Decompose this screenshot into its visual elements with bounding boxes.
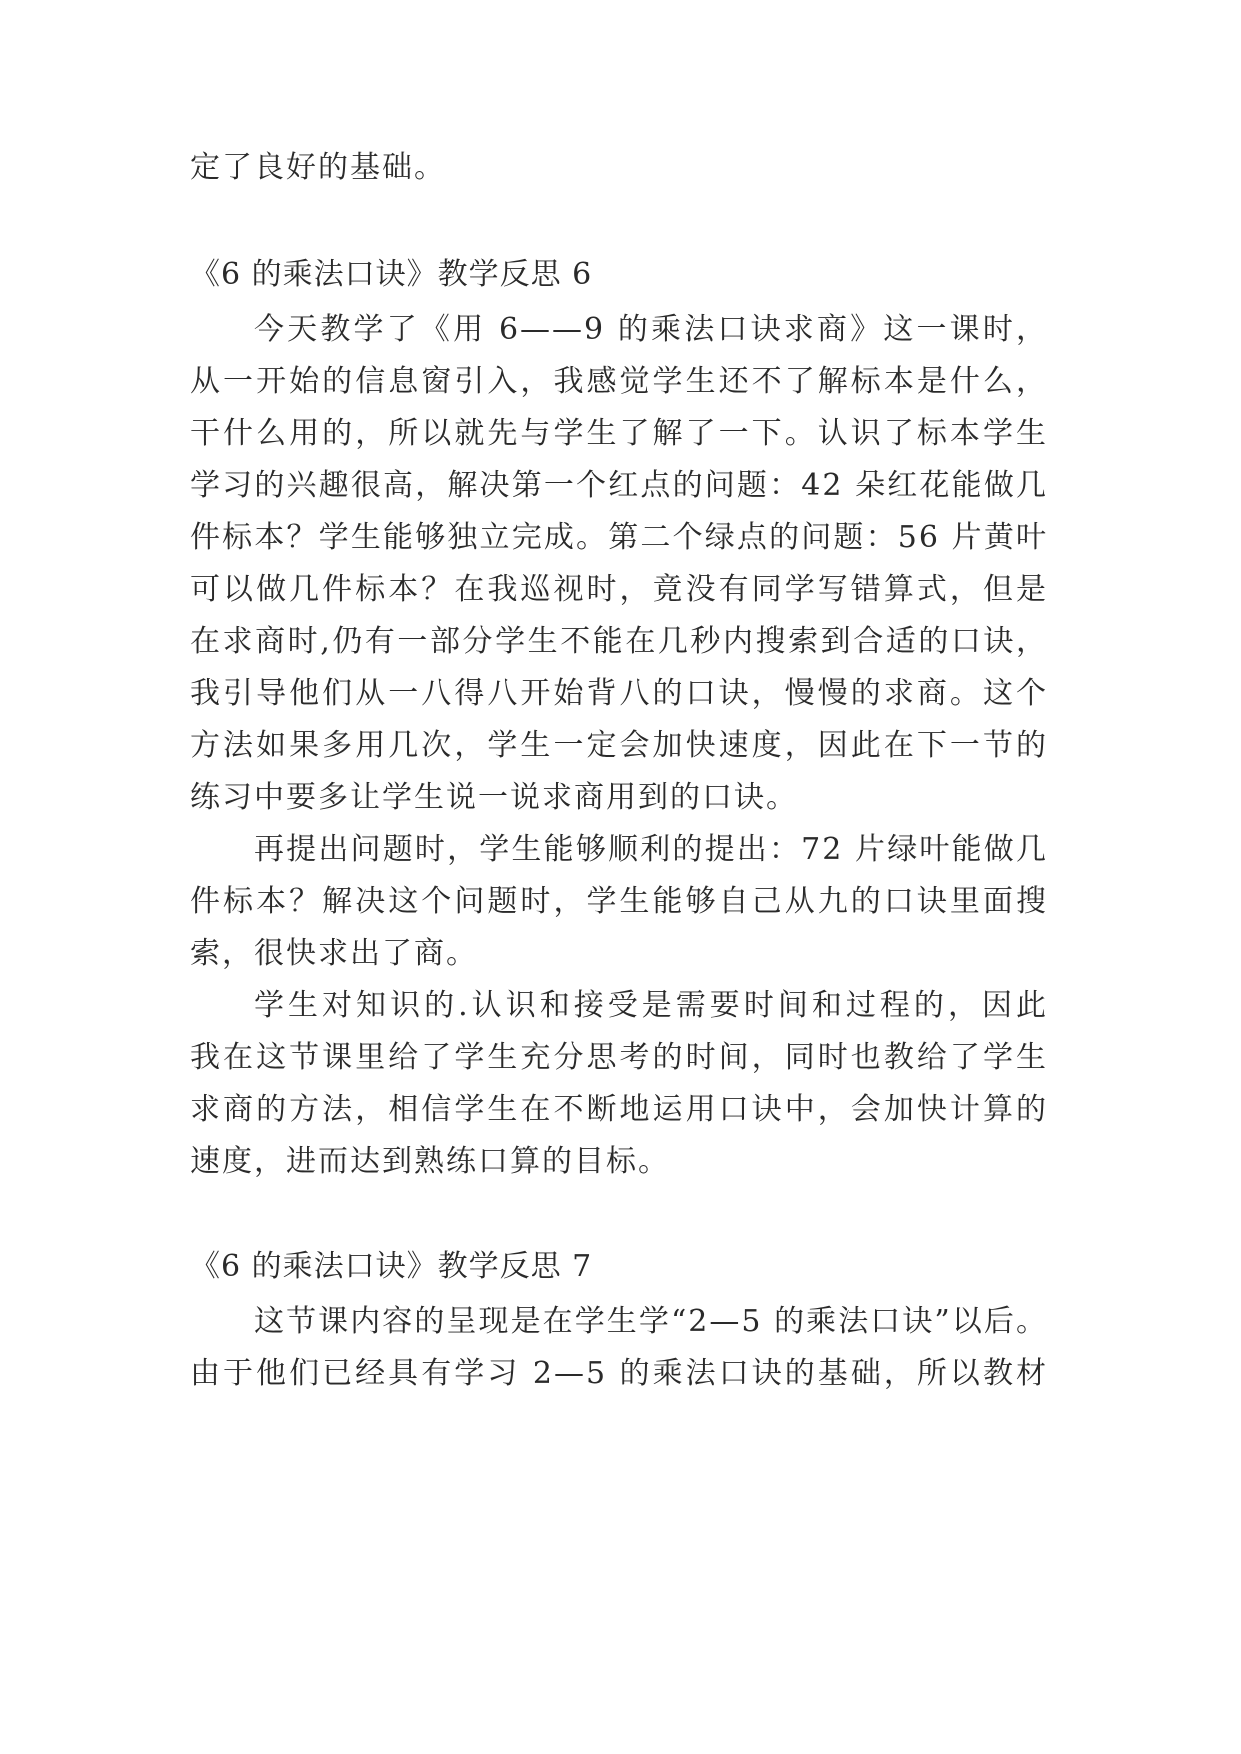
paragraph-line: 件标本？解决这个问题时，学生能够自己从九的口诀里面搜 [190,884,1048,919]
paragraph-line: 由于他们已经具有学习 2—5 的乘法口诀的基础，所以教材 [190,1356,1048,1391]
paragraph-line: 练习中要多让学生说一说求商用到的口诀。 [190,780,798,815]
paragraph-line: 速度，进而达到熟练口算的目标。 [190,1144,670,1179]
paragraph-line: 学生对知识的.认识和接受是需要时间和过程的，因此 [254,988,1048,1023]
intro-line: 定了良好的基础。 [190,150,446,185]
paragraph-line: 索，很快求出了商。 [190,936,478,971]
paragraph-line: 我引导他们从一八得八开始背八的口诀，慢慢的求商。这个 [190,676,1048,711]
paragraph-line: 我在这节课里给了学生充分思考的时间，同时也教给了学生 [190,1040,1048,1075]
paragraph-line: 在求商时,仍有一部分学生不能在几秒内搜索到合适的口诀， [190,624,1048,659]
section-6-heading: 《6 的乘法口诀》教学反思 6 [190,257,593,292]
paragraph-line: 这节课内容的呈现是在学生学“2—5 的乘法口诀”以后。 [254,1304,1048,1339]
paragraph-line: 今天教学了《用 6——9 的乘法口诀求商》这一课时， [254,312,1048,347]
paragraph-line: 再提出问题时，学生能够顺利的提出：72 片绿叶能做几 [254,832,1048,867]
paragraph-line: 方法如果多用几次，学生一定会加快速度，因此在下一节的 [190,728,1048,763]
section-7-heading: 《6 的乘法口诀》教学反思 7 [190,1249,593,1284]
paragraph-line: 学习的兴趣很高，解决第一个红点的问题：42 朵红花能做几 [190,468,1048,503]
paragraph-line: 求商的方法，相信学生在不断地运用口诀中，会加快计算的 [190,1092,1048,1127]
paragraph-line: 件标本？学生能够独立完成。第二个绿点的问题：56 片黄叶 [190,520,1048,555]
paragraph-line: 可以做几件标本？在我巡视时，竟没有同学写错算式，但是 [190,572,1048,607]
paragraph-line: 干什么用的，所以就先与学生了解了一下。认识了标本学生 [190,416,1048,451]
paragraph-line: 从一开始的信息窗引入，我感觉学生还不了解标本是什么， [190,364,1048,399]
